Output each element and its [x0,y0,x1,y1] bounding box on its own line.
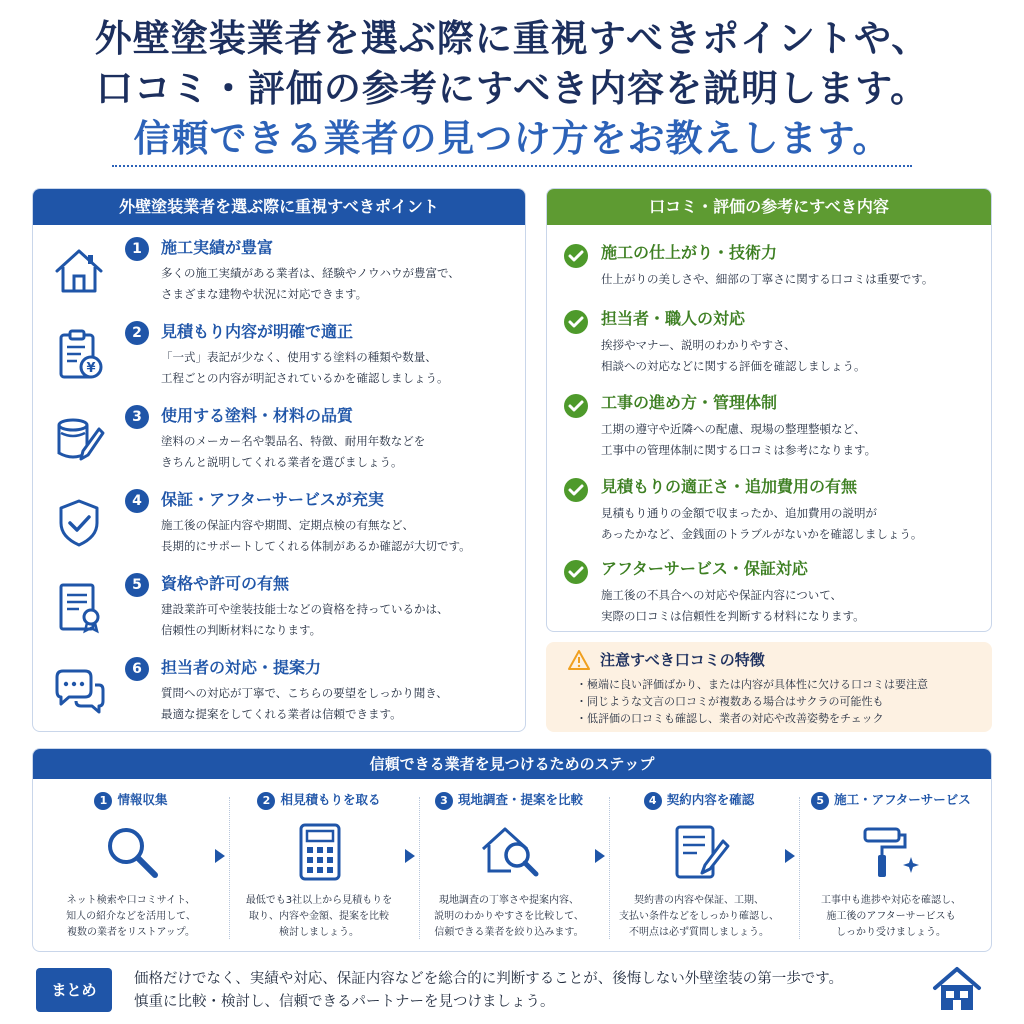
step-number: 5 [811,792,829,810]
point-number: 2 [125,321,149,345]
point-desc-line: きちんと説明してくれる業者を選びましょう。 [161,455,403,469]
review-desc-line: 施工後の不具合への対応や保証内容について、 [601,588,843,602]
point-title: 見積もり内容が明確で適正 [161,322,354,341]
point-title: 担当者の対応・提案力 [161,658,322,677]
step-desc-line: 工事中も進捗や対応を確認し、 [821,895,961,906]
step-title [421,789,597,811]
review-description [601,335,866,377]
step-desc-line: 検討しましょう。 [279,927,359,938]
review-title: 見積もりの適正さ・追加費用の有無 [601,477,858,496]
step-item [43,789,219,945]
caution-item: ・同じような文言の口コミが複数ある場合はサクラの可能性も [576,695,884,708]
title-line-1: 外壁塗装業者を選ぶ際に重視すべきポイントや、 [94,17,930,60]
step-desc-line: 複数の業者をリストアップ。 [67,927,195,938]
shield-check-icon [51,495,107,551]
step-desc-line: 契約書の内容や保証、工期、 [634,895,764,906]
reviews-panel [546,188,992,632]
check-circle-icon [563,477,589,503]
point-item [33,319,527,403]
step-arrow-icon [215,849,225,863]
point-title: 保証・アフターサービスが充実 [161,490,384,509]
point-number: 1 [125,237,149,261]
summary-label: まとめ [36,968,112,1012]
summary-line: 価格だけでなく、実績や対応、保証内容などを総合的に判断することが、後悔しない外壁塗装の第一歩です。 [134,971,844,987]
step-separator [799,797,800,939]
point-desc-line: 「一式」表記が少なく、使用する塗料の種類や数量、 [161,350,437,364]
step-title-text: 相見積もりを取る [280,792,381,807]
point-desc-line: さまざまな建物や状況に対応できます。 [161,287,368,301]
title-line-2: 口コミ・評価の参考にすべき内容を説明します。 [95,67,929,110]
house-icon [51,243,107,299]
points-panel [32,188,526,732]
review-desc-line: 相談への対応などに関する評価を確認しましょう。 [601,359,866,373]
step-separator [419,797,420,939]
check-circle-icon [563,559,589,585]
certificate-icon [51,579,107,635]
warning-icon [568,650,590,670]
steps-panel [32,748,992,952]
point-desc-line: 多くの施工実績がある業者は、経験やノウハウが豊富で、 [161,266,460,280]
point-desc-line: 工程ごとの内容が明記されているかを確認しましょう。 [161,371,449,385]
step-number: 4 [644,792,662,810]
summary-line: 慎重に比較・検討し、信頼できるパートナーを見つけましょう。 [134,994,555,1010]
point-item [33,235,527,319]
step-title [231,789,407,811]
step-arrow-icon [405,849,415,863]
point-description [161,599,527,641]
review-desc-line: 工期の遵守や近隣への配慮、現場の整理整頓など、 [601,422,866,436]
step-desc-line: 知人の紹介などを活用して、 [66,911,196,922]
step-title [611,789,787,811]
review-description [601,269,933,290]
point-title: 施工実績が豊富 [161,238,274,257]
point-description [161,683,527,725]
point-title: 使用する塗料・材料の品質 [161,406,354,425]
review-title: 施工の仕上がり・技術力 [601,243,778,262]
steps-heading: 信頼できる業者を見つけるためのステップ [33,749,991,779]
point-number: 6 [125,657,149,681]
point-item [33,655,527,739]
review-item [547,473,993,553]
check-circle-icon [563,243,589,269]
review-title: アフターサービス・保証対応 [601,559,808,578]
step-title [803,789,979,811]
step-desc-line: 支払い条件などをしっかり確認し、 [619,911,779,922]
point-desc-line: 施工後の保証内容や期間、定期点検の有無など、 [161,518,414,532]
step-number: 2 [257,792,275,810]
point-description [161,347,527,389]
check-circle-icon [563,309,589,335]
points-heading: 外壁塗装業者を選ぶ際に重視すべきポイント [33,189,525,225]
step-title [43,789,219,811]
caution-title: 注意すべき口コミの特徴 [600,651,765,669]
step-item [231,789,407,945]
step-description [421,893,597,941]
paint-roller-icon [861,821,923,883]
step-arrow-icon [595,849,605,863]
step-title-text: 情報収集 [117,792,168,807]
point-desc-line: 塗料のメーカー名や製品名、特徴、耐用年数などを [161,434,426,448]
review-title: 工事の進め方・管理体制 [601,393,778,412]
step-desc-line: 最低でも3社以上から見積もりを [245,895,393,906]
estimate-document-icon [51,327,107,383]
home-icon [932,966,982,1012]
title-divider [112,165,912,167]
point-number: 4 [125,489,149,513]
review-desc-line: 見積もり通りの金額で収まったか、追加費用の説明が [601,506,877,520]
review-desc-line: 工事中の管理体制に関する口コミは参考になります。 [601,443,877,457]
caution-list [576,676,928,727]
step-desc-line: 取り、内容や金額、提案を比較 [249,911,389,922]
point-number: 5 [125,573,149,597]
summary-text [134,968,843,1014]
calculator-icon [289,821,351,883]
review-desc-line: 挨拶やマナー、説明のわかりやすさ、 [601,338,796,352]
step-desc-line: ネット検索や口コミサイト、 [66,895,196,906]
step-item [611,789,787,945]
step-title-text: 契約内容を確認 [666,792,755,807]
step-description [611,893,787,941]
step-desc-line: 信頼できる業者を絞り込みます。 [434,927,584,938]
point-number: 3 [125,405,149,429]
step-item [421,789,597,945]
caution-item: ・低評価の口コミも確認し、業者の対応や改善姿勢をチェック [576,712,884,725]
point-item [33,403,527,487]
review-desc-line: 実際の口コミは信頼性を判断する材料になります。 [601,609,865,623]
step-number: 3 [435,792,453,810]
step-desc-line: 施工後のアフターサービスも [826,911,956,922]
point-desc-line: 質問への対応が丁寧で、こちらの要望をしっかり聞き、 [161,686,448,700]
step-title-text: 現地調査・提案を比較 [457,792,583,807]
step-description [43,893,219,941]
review-item [547,555,993,635]
point-desc-line: 長期的にサポートしてくれる体制があるか確認が大切です。 [161,539,471,553]
step-arrow-icon [785,849,795,863]
step-desc-line: 不明点は必ず質問しましょう。 [629,927,769,938]
magnifier-icon [101,821,163,883]
caution-box [546,642,992,732]
page-title [0,14,1024,164]
review-description [601,585,865,627]
caution-item: ・極端に良い評価ばかり、または内容が具体性に欠ける口コミは要注意 [576,678,928,691]
step-description [803,893,979,941]
point-description [161,431,527,473]
point-description [161,263,527,305]
point-item [33,487,527,571]
review-description [601,419,876,461]
review-desc-line: 仕上がりの美しさや、細部の丁寧さに関する口コミは重要です。 [601,272,934,286]
review-title: 担当者・職人の対応 [601,309,746,328]
step-number: 1 [94,792,112,810]
step-separator [609,797,610,939]
title-line-3: 信頼できる業者の見つけ方をお教えします。 [133,117,891,160]
review-description [601,503,922,545]
step-desc-line: 現地調査の丁寧さや提案内容、 [439,895,579,906]
contract-pen-icon [669,821,731,883]
chat-bubbles-icon [51,663,107,719]
point-item [33,571,527,655]
point-desc-line: 最適な提案をしてくれる業者は信頼できます。 [161,707,402,721]
step-item [803,789,979,945]
step-description [231,893,407,941]
point-description [161,515,527,557]
paint-can-icon [51,411,107,467]
review-item [547,389,993,469]
step-desc-line: 説明のわかりやすさを比較して、 [434,911,584,922]
house-search-icon [479,821,541,883]
step-desc-line: しっかり受けましょう。 [836,927,946,938]
review-item [547,305,993,385]
point-desc-line: 建設業許可や塗装技能士などの資格を持っているかは、 [161,602,449,616]
point-title: 資格や許可の有無 [161,574,290,593]
reviews-heading: 口コミ・評価の参考にすべき内容 [547,189,991,225]
point-desc-line: 信頼性の判断材料になります。 [161,623,322,637]
step-title-text: 施工・アフターサービス [834,792,971,807]
check-circle-icon [563,393,589,419]
step-separator [229,797,230,939]
svg-text:¥: ¥ [86,361,96,376]
review-desc-line: あったかなど、金銭面のトラブルがないかを確認しましょう。 [601,527,923,541]
